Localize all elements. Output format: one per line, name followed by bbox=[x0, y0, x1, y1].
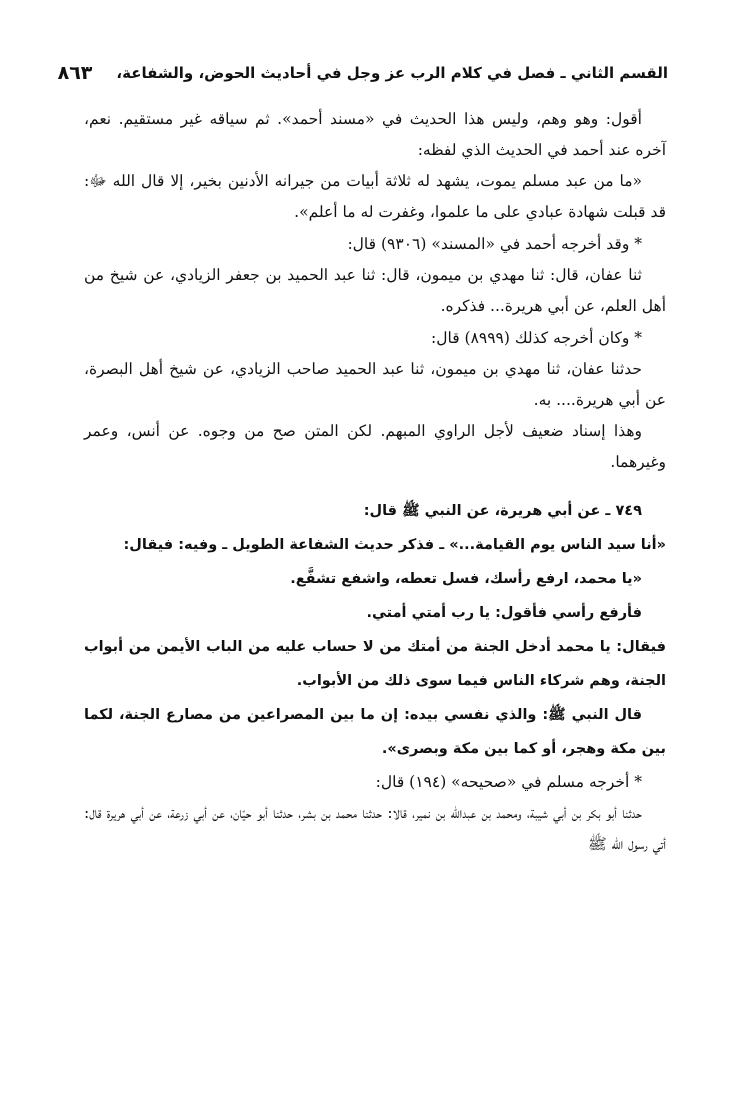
running-header bbox=[57, 56, 668, 90]
paragraph: حدثنا عفان، ثنا مهدي بن ميمون، ثنا عبد الحميد صاحب الزيادي، عن شيخ أهل البصرة، عن أبي هريرة.... به. bbox=[84, 360, 666, 409]
hadith-heading: ٧٤٩ ـ عن أبي هريرة، عن النبي ﷺ قال: bbox=[363, 503, 642, 519]
paragraph: * وكان أخرجه كذلك (٨٩٩٩) قال: bbox=[430, 329, 642, 347]
paragraph: ثنا عفان، قال: ثنا مهدي بن ميمون، قال: ثنا عبد الحميد بن جعفر الزيادي، عن شيخ من أهل العلم، عن أبي هريرة... فذكره. bbox=[84, 266, 666, 315]
paragraph: أقول: وهو وهم، وليس هذا الحديث في «مسند أحمد». ثم سياقه غير مستقيم. نعم، آخره عند أحمد في الحديث الذي لفظه: bbox=[84, 110, 666, 159]
paragraph: * أخرجه مسلم في «صحيحه» (١٩٤) قال: bbox=[375, 773, 642, 791]
page-number: ٨٦٣ bbox=[57, 62, 93, 84]
page-body bbox=[84, 104, 666, 860]
paragraph: حدثنا أبو بكر بن أبي شيبة، ومحمد بن عبدالله بن نمير، قالا: حدثنا محمد بن بشر، حدثنا أبو حيّان، عن أبي زرعة، عن أبي هريرة قال: أتي رسول الله ﷺ bbox=[84, 804, 666, 853]
paragraph: * وقد أخرجه أحمد في «المسند» (٩٣٠٦) قال: bbox=[347, 235, 642, 253]
paragraph: «أنا سيد الناس يوم القيامة...» ـ فذكر حديث الشفاعة الطويل ـ وفيه: فيقال: bbox=[123, 537, 666, 553]
paragraph: فأرفع رأسي فأقول: يا رب أمتي أمتي. bbox=[366, 605, 642, 621]
running-header-title: القسم الثاني ـ فصل في كلام الرب عز وجل في أحاديث الحوض، والشفاعة، bbox=[116, 64, 668, 82]
paragraph: «يا محمد، ارفع رأسك، فسل تعطه، واشفع تشفَّع. bbox=[290, 571, 642, 587]
section-gap bbox=[84, 478, 666, 494]
paragraph: «ما من عبد مسلم يموت، يشهد له ثلاثة أبيات من جيرانه الأدنين بخير، إلا قال الله ﷻ: قد قبلت شهادة عبادي على ما علموا، وغفرت له ما أعلم». bbox=[84, 172, 666, 221]
paragraph: قال النبي ﷺ: والذي نفسي بيده: إن ما بين المصراعين من مصارع الجنة، لكما بين مكة وهجر، أو كما بين مكة وبصرى». bbox=[84, 707, 666, 757]
paragraph: فيقال: يا محمد أدخل الجنة من أمتك من لا حساب عليه من الباب الأيمن من أبواب الجنة، وهم شركاء الناس فيما سوى ذلك من الأبواب. bbox=[84, 639, 666, 689]
paragraph: وهذا إسناد ضعيف لأجل الراوي المبهم. لكن المتن صح من وجوه. عن أنس، وعمر وغيرهما. bbox=[84, 422, 666, 471]
